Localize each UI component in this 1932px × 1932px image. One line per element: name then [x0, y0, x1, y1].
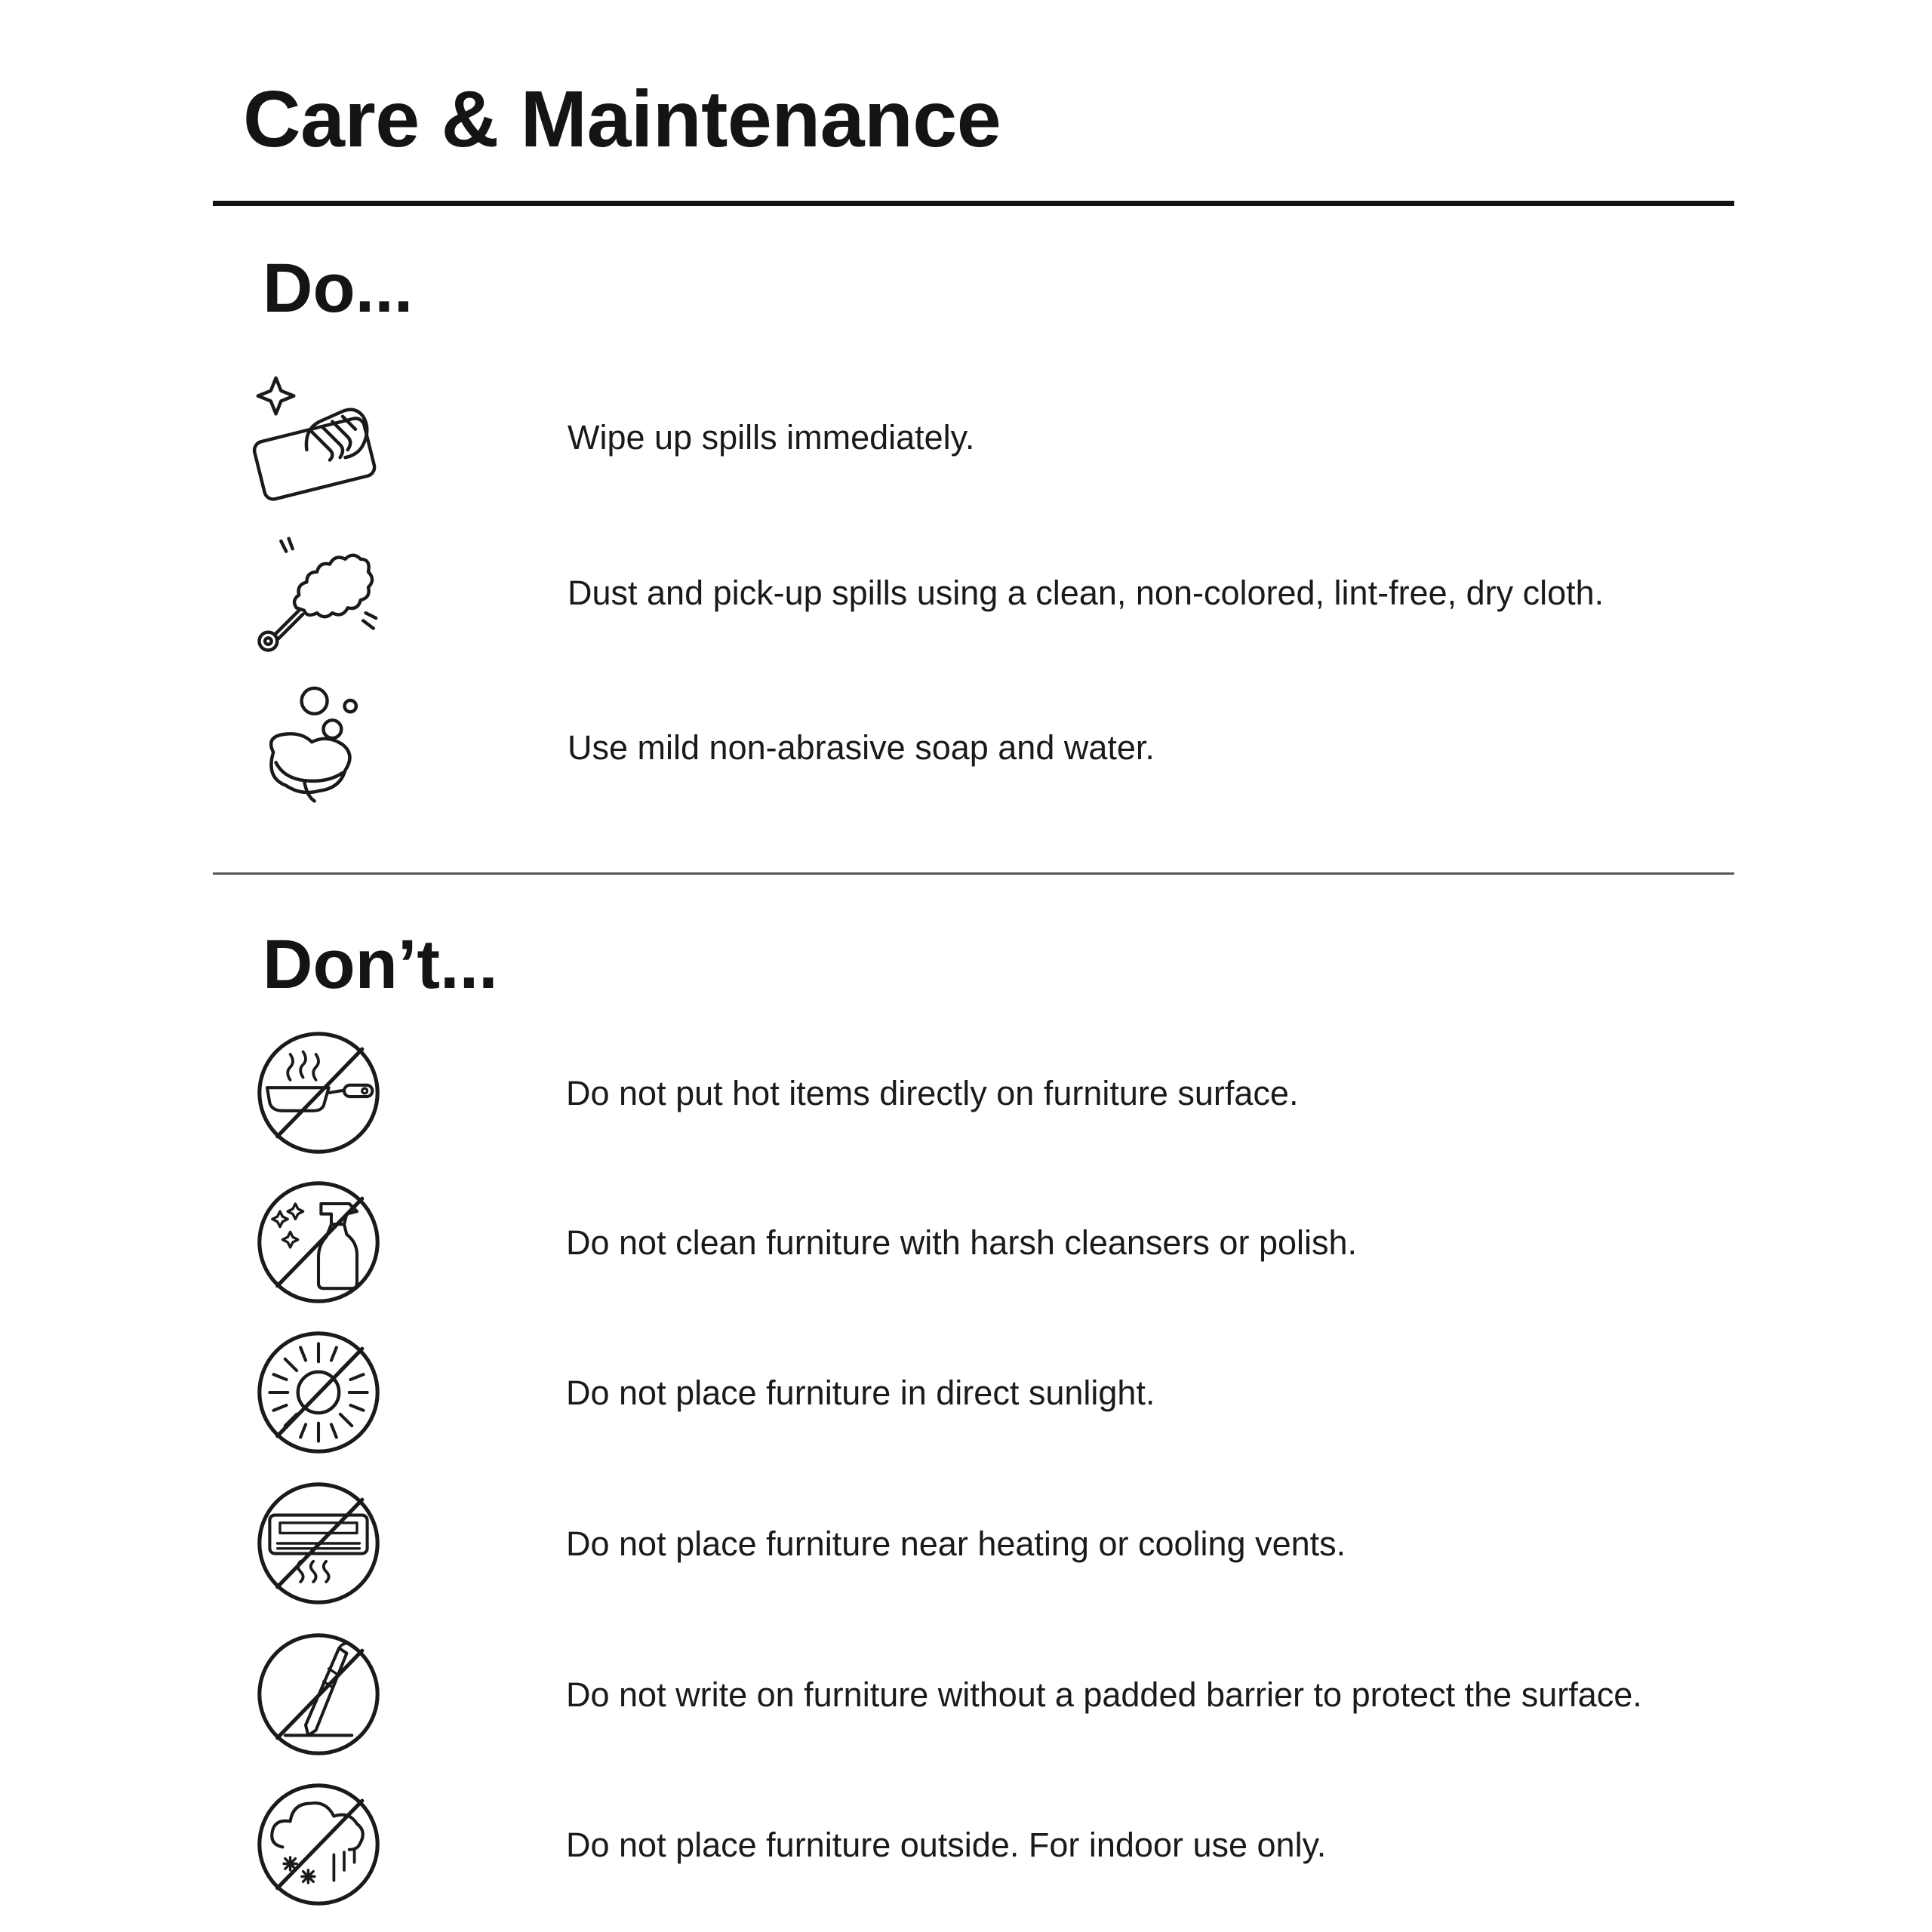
do-item-text: Wipe up spills immediately. — [568, 417, 975, 457]
title-divider — [213, 201, 1734, 206]
no-air-vent-icon — [251, 1475, 386, 1611]
do-item-text: Use mild non-abrasive soap and water. — [568, 728, 1155, 767]
dont-item-outside — [251, 1777, 1326, 1912]
do-item-soap — [249, 679, 1155, 815]
no-writing-icon — [251, 1626, 386, 1762]
do-heading: Do... — [263, 250, 414, 327]
section-divider — [213, 872, 1734, 875]
dont-item-text: Do not place furniture outside. For indoor use only. — [566, 1825, 1327, 1864]
do-item-text: Dust and pick-up spills using a clean, non-colored, lint-free, dry cloth. — [568, 573, 1604, 612]
do-item-dust — [249, 525, 1604, 660]
dont-item-text: Do not place furniture near heating or cooling vents. — [566, 1524, 1346, 1563]
dont-item-vents — [251, 1475, 1346, 1611]
no-sunlight-icon — [251, 1324, 386, 1460]
duster-icon — [249, 525, 385, 660]
dont-item-text: Do not place furniture in direct sunlight. — [566, 1373, 1155, 1412]
no-hot-pan-icon — [251, 1025, 386, 1161]
dont-item-text: Do not write on furniture without a padded barrier to protect the surface. — [566, 1675, 1642, 1714]
no-spray-cleanser-icon — [251, 1174, 386, 1310]
dont-item-hot — [251, 1025, 1298, 1161]
dont-item-text: Do not put hot items directly on furniture surface. — [566, 1073, 1299, 1112]
soap-sponge-icon — [249, 679, 385, 815]
dont-item-cleanser — [251, 1174, 1357, 1310]
wipe-hand-icon — [249, 369, 385, 505]
no-outdoor-weather-icon — [251, 1777, 386, 1912]
dont-item-writing — [251, 1626, 1642, 1762]
page-title: Care & Maintenance — [243, 75, 1001, 164]
do-item-wipe — [249, 369, 974, 505]
dont-item-text: Do not clean furniture with harsh cleansers or polish. — [566, 1223, 1358, 1262]
dont-heading: Don’t... — [263, 926, 498, 1003]
dont-item-sunlight — [251, 1324, 1155, 1460]
